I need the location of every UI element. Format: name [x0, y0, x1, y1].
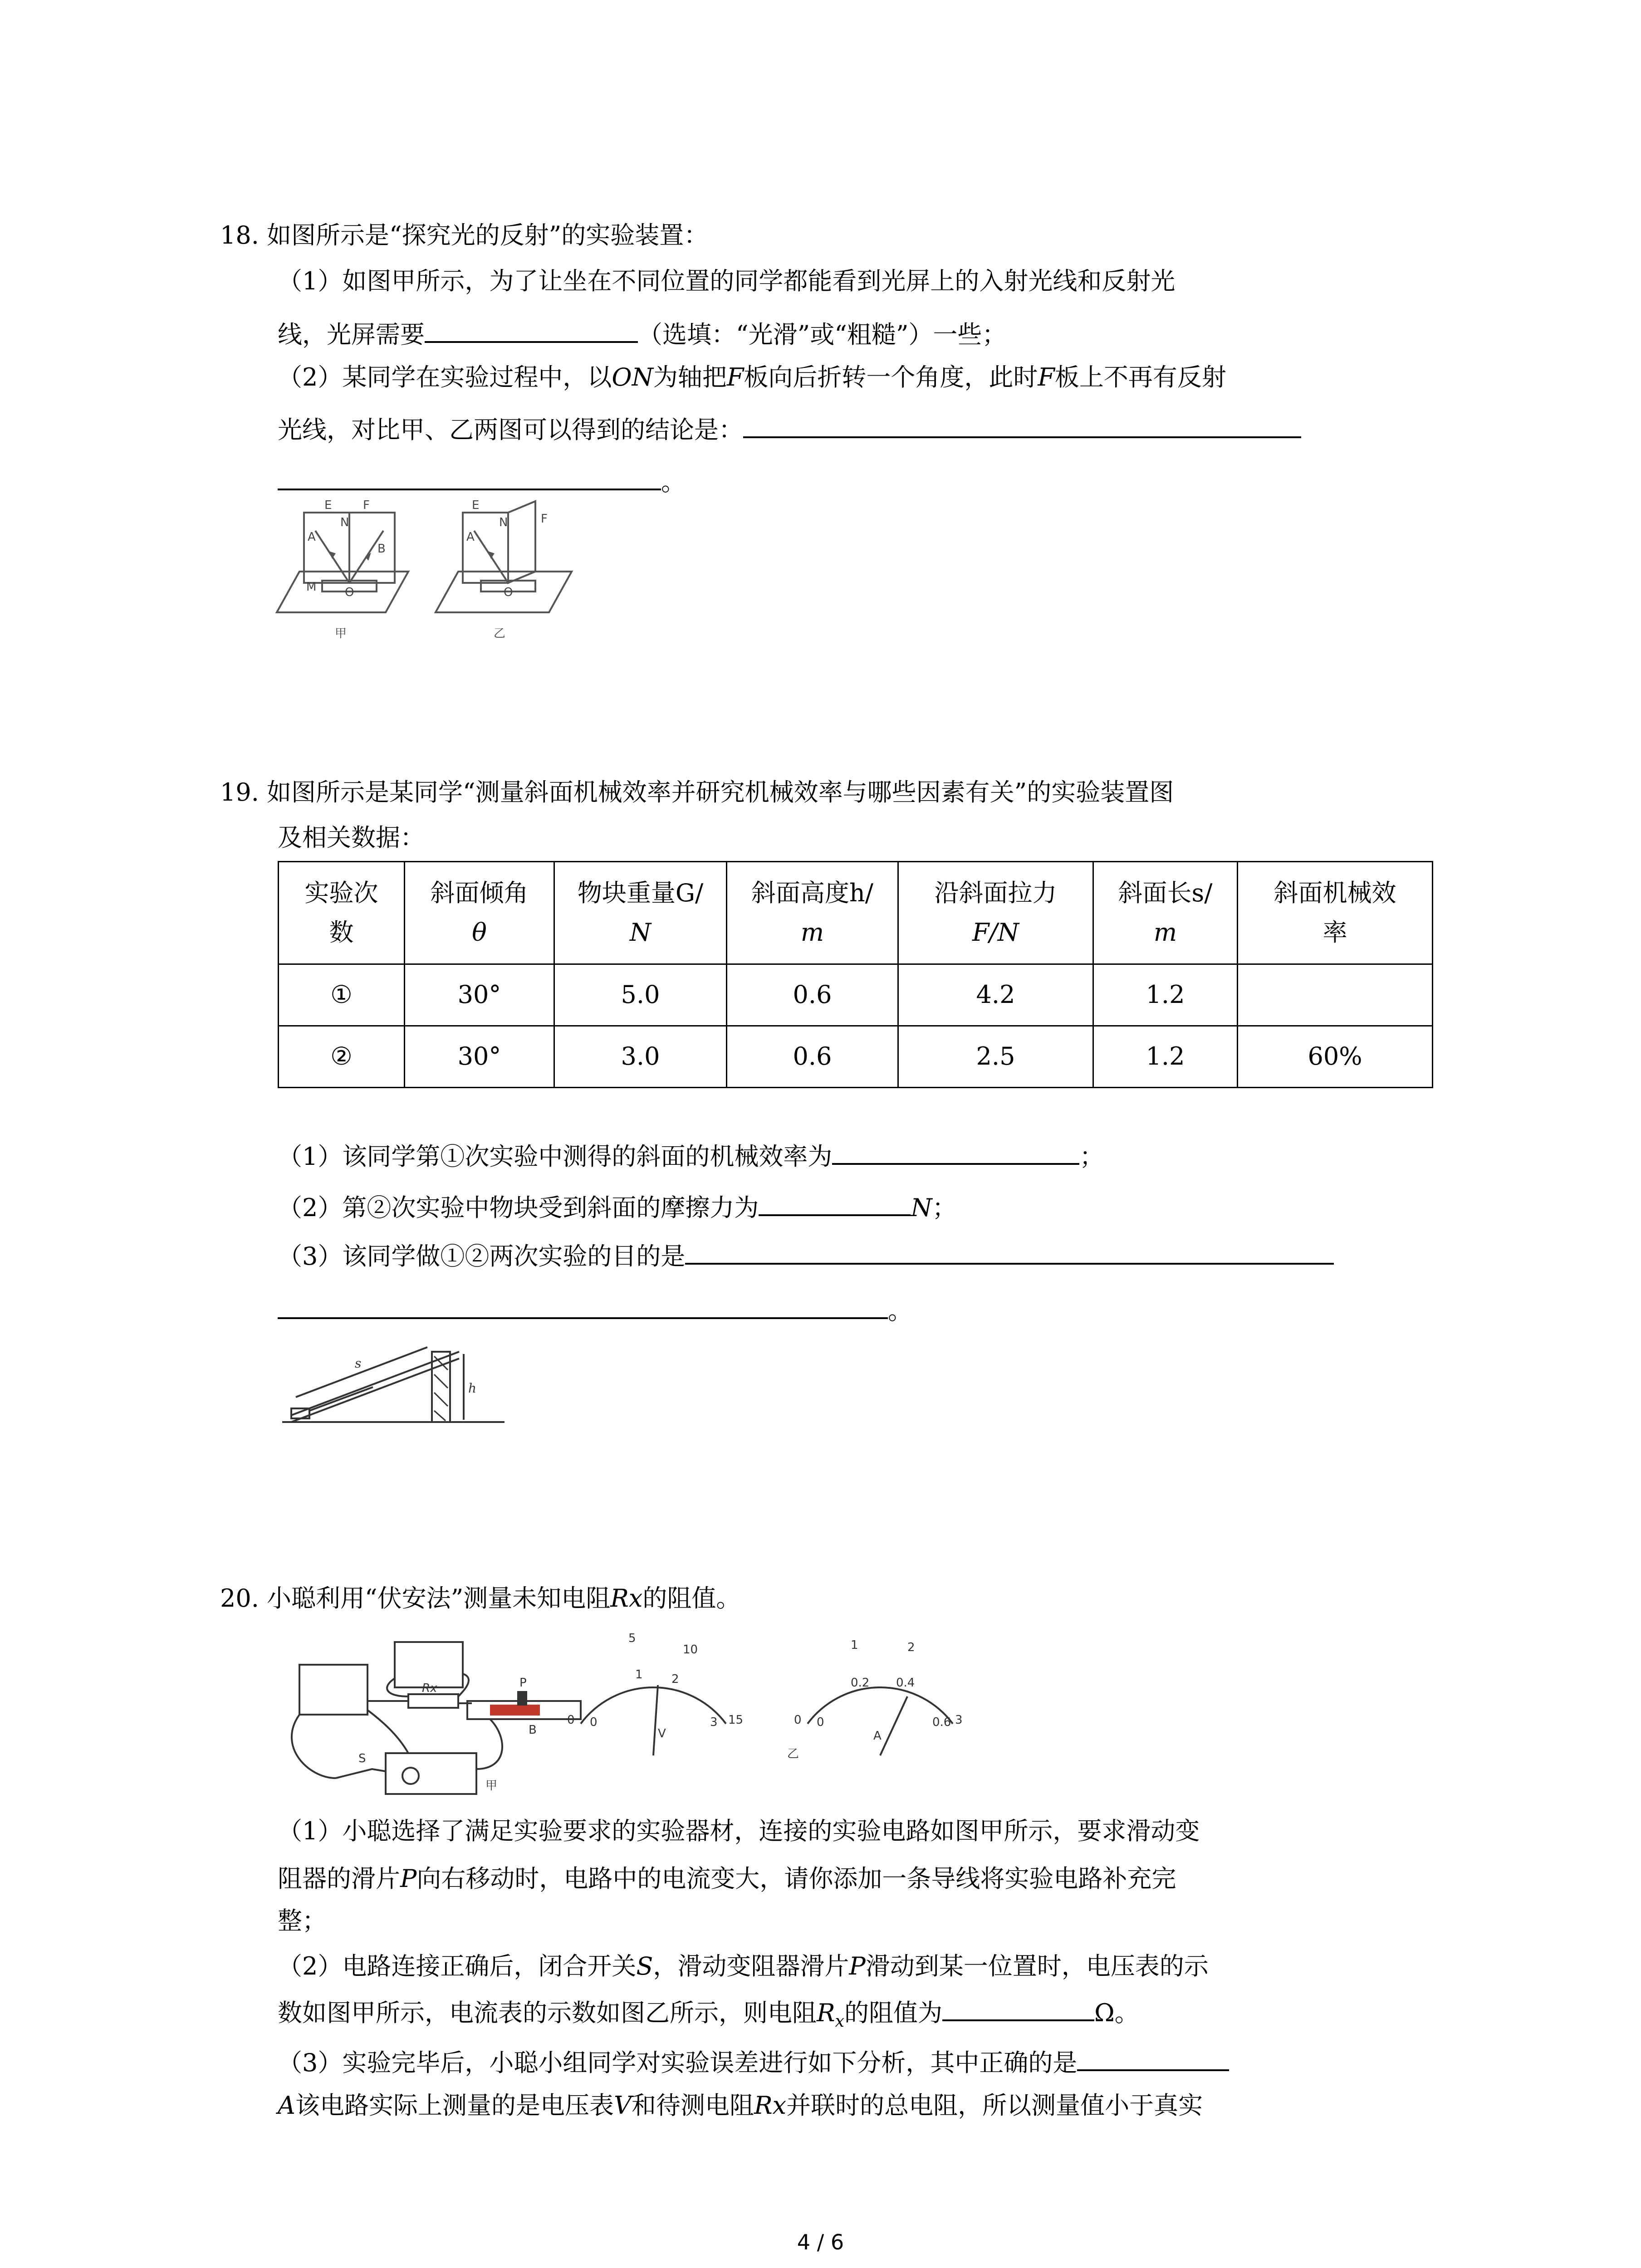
incline-underside: [291, 1359, 459, 1422]
header-cell: 斜面机械效 率: [1238, 862, 1433, 964]
v-tick-top: 10: [683, 1643, 698, 1657]
label-rx: Rx: [422, 1681, 437, 1695]
text: 为轴把: [653, 363, 727, 391]
header-cell: 斜面长s/ m: [1093, 862, 1238, 964]
rx: Rx: [610, 1584, 643, 1613]
wire: [367, 1710, 408, 1753]
board-f: F: [1038, 363, 1055, 391]
text: （3）实验完毕后，小聪小组同学对实验误差进行如下分析，其中正确的是: [278, 2048, 1078, 2077]
period: 。: [888, 1296, 912, 1325]
q19-title-line1: 19. 如图所示是某同学“测量斜面机械效率并研究机械效率与哪些因素有关”的实验装置图: [220, 778, 1174, 807]
v-letter: V: [658, 1727, 666, 1740]
q19-incline-figure: [278, 1325, 514, 1433]
option-a: A: [278, 2091, 295, 2120]
a-tick-top: 0: [794, 1713, 802, 1727]
a-tick-top: 2: [907, 1641, 915, 1654]
v-tick-bottom: 1: [635, 1668, 643, 1681]
q18-part1-line1: （1）如图甲所示，为了让坐在不同位置的同学都能看到光屏上的入射光线和反射光: [278, 267, 1176, 295]
a-tick-top: 3: [955, 1713, 963, 1727]
voltmeter-dial: [581, 1687, 726, 1724]
q18-answer-blank-3[interactable]: [278, 469, 661, 490]
caption-jia: 甲: [485, 1779, 498, 1793]
q20-answer-blank-2[interactable]: [1077, 2049, 1229, 2071]
q18-mirror-figure: [272, 499, 599, 644]
label-n: N: [340, 516, 349, 529]
period: 。: [661, 468, 686, 496]
text: ；: [932, 1193, 957, 1222]
v-tick-bottom: 2: [671, 1672, 679, 1686]
table-cell: [1238, 964, 1433, 1026]
wire-switch: [336, 1769, 386, 1778]
q18-part1-text: 线，光屏需要: [278, 320, 425, 349]
text: 板向后折转一个角度，此时: [744, 363, 1038, 391]
text: 向右移动时，电路中的电流变大，请你添加一条导线将实验电路补充完: [416, 1864, 1176, 1893]
arrow-icon: [488, 551, 495, 559]
q18-part2-line2: [278, 416, 1301, 442]
q20-part3-line2: [278, 2093, 1203, 2118]
text: 20. 小聪利用“伏安法”测量未知电阻: [220, 1584, 611, 1613]
text: 的阻值。: [642, 1584, 741, 1613]
a-tick-bottom: 0.4: [896, 1676, 915, 1690]
header-cell: 实验次 数: [279, 862, 405, 964]
v-tick-top: 0: [567, 1713, 575, 1727]
incline-surface: [291, 1352, 459, 1415]
q18-answer-blank-1[interactable]: [425, 321, 638, 343]
label-s: s: [355, 1356, 362, 1371]
q18-title: 18. 如图所示是“探究光的反射”的实验装置：: [220, 221, 709, 249]
q19-data-table: [278, 861, 1433, 1088]
text: 的阻值为: [844, 1999, 942, 2027]
q20-part3-line1: [278, 2049, 1229, 2075]
header-cell: 物块重量G/ N: [554, 862, 727, 964]
wire: [292, 1715, 336, 1778]
q18-part2-line3: [278, 469, 686, 494]
text: 板上不再有反射: [1054, 363, 1226, 391]
power-knob: [402, 1768, 419, 1784]
text: （2）电路连接正确后，闭合开关: [278, 1952, 637, 1980]
text: 并联时的总电阻，所以测量值小于真实: [786, 2091, 1203, 2120]
hatch-line: [434, 1411, 446, 1421]
table-header-row: [279, 862, 1433, 964]
table-cell: 5.0: [554, 964, 727, 1026]
label-a: A: [308, 530, 316, 544]
voltmeter-pointer: [653, 1685, 658, 1755]
ammeter-dial: [808, 1687, 953, 1724]
header-cell: 斜面高度h/ m: [727, 862, 898, 964]
table-cell: 30°: [405, 1026, 554, 1088]
ammeter-box: [299, 1665, 367, 1715]
switch-s: S: [636, 1952, 653, 1980]
label-o: O: [345, 586, 354, 599]
table-cell: 4.2: [898, 964, 1093, 1026]
caption-jia: 甲: [335, 627, 347, 640]
q20-part2-line2: [278, 1999, 1139, 2030]
table-cell: ①: [279, 964, 405, 1026]
q20-part2-line1: [278, 1954, 1209, 1979]
label-s: S: [358, 1752, 366, 1765]
page-number: 4 / 6: [797, 2230, 844, 2254]
q19-part2: [278, 1194, 957, 1220]
q18-part2-line1: [278, 365, 1226, 390]
r: R: [817, 1999, 835, 2027]
ammeter-pointer: [880, 1696, 907, 1755]
label-n: N: [499, 516, 508, 529]
table-cell: 0.6: [727, 964, 898, 1026]
label-f: F: [363, 499, 370, 512]
text: （3）该同学做①②两次实验的目的是: [278, 1242, 686, 1271]
v: V: [614, 2091, 632, 2120]
a-tick-bottom: 0: [817, 1716, 824, 1729]
label-o: O: [504, 586, 513, 599]
q18-part1-line2: [278, 321, 1006, 347]
resistor-rx: [408, 1694, 458, 1708]
table-cell: 0.6: [727, 1026, 898, 1088]
a-tick-top: 1: [851, 1638, 858, 1652]
rheostat-coil: [490, 1705, 540, 1716]
a-tick-bottom: 0.2: [851, 1676, 870, 1690]
power-supply: [386, 1753, 476, 1794]
hatch-line: [434, 1374, 448, 1388]
v-tick-top: 15: [728, 1713, 744, 1727]
label-f: F: [541, 512, 548, 526]
text: （1）该同学第①次实验中测得的斜面的机械效率为: [278, 1142, 833, 1171]
label-e: E: [324, 499, 332, 512]
x: x: [835, 2012, 844, 2031]
hatch-line: [434, 1393, 448, 1406]
label-b: B: [377, 542, 386, 556]
q19-answer-blank-2[interactable]: [759, 1194, 911, 1216]
q20-part1-line2: [278, 1864, 1176, 1893]
table-cell: ②: [279, 1026, 405, 1088]
v-tick-top: 5: [628, 1633, 636, 1645]
label-b: B: [529, 1723, 537, 1737]
slider-p: P: [400, 1864, 417, 1893]
text: 和待测电阻: [632, 2091, 754, 2120]
q19-part3: [278, 1243, 1334, 1269]
text: 数如图甲所示，电流表的示数如图乙所示，则电阻: [278, 1999, 817, 2027]
table-row: [279, 1026, 1433, 1088]
a-tick-bottom: 0.6: [932, 1716, 951, 1729]
text: 阻器的滑片: [278, 1864, 400, 1893]
text: （2）某同学在实验过程中，以: [278, 363, 612, 391]
text: 光线，对比甲、乙两图可以得到的结论是：: [278, 415, 743, 444]
q20-part1-line1: （1）小聪选择了满足实验要求的实验器材，连接的实验电路如图甲所示，要求滑动变: [278, 1817, 1200, 1845]
q19-part1: [278, 1143, 1104, 1169]
q19-part3-line2: [278, 1297, 912, 1323]
q20-circuit-figure: [272, 1633, 989, 1796]
slider-p: P: [849, 1952, 866, 1980]
unit: Ω。: [1094, 1999, 1139, 2027]
board-f: F: [726, 363, 744, 391]
text: 滑动到某一位置时，电压表的示: [865, 1952, 1209, 1980]
label-h: h: [468, 1381, 477, 1396]
axis-on: ON: [612, 363, 653, 391]
slider-p[interactable]: [517, 1691, 527, 1706]
rx: Rx: [754, 2091, 787, 2120]
text: ，滑动变阻器滑片: [653, 1952, 849, 1980]
v-tick-bottom: 3: [710, 1716, 718, 1729]
label-e: E: [472, 499, 480, 512]
unit: N: [911, 1193, 932, 1222]
q19-answer-blank-1[interactable]: [832, 1143, 1079, 1165]
label-p: P: [519, 1676, 527, 1690]
label-m: M: [306, 580, 317, 594]
text: ；: [1079, 1142, 1104, 1171]
wire: [476, 1719, 502, 1769]
table-cell: 2.5: [898, 1026, 1093, 1088]
a-letter: A: [873, 1729, 882, 1743]
header-cell: 斜面倾角 θ: [405, 862, 554, 964]
voltmeter-box: [395, 1642, 463, 1687]
table-cell: 1.2: [1093, 1026, 1238, 1088]
q18-answer-blank-2[interactable]: [743, 416, 1301, 438]
caption-yi: 乙: [787, 1747, 799, 1761]
spring-scale: [309, 1387, 373, 1411]
q19-answer-blank-3[interactable]: [685, 1243, 1334, 1265]
table-cell: 1.2: [1093, 964, 1238, 1026]
v-tick-bottom: 0: [590, 1716, 598, 1729]
text: （2）第②次实验中物块受到斜面的摩擦力为: [278, 1193, 759, 1222]
arrow-icon: [329, 551, 336, 559]
q20-answer-blank-1[interactable]: [942, 1999, 1094, 2021]
q20-title: [220, 1586, 740, 1611]
q20-part1-line3: 整；: [278, 1906, 327, 1935]
q19-title-line2: 及相关数据：: [278, 823, 425, 852]
q19-answer-blank-4[interactable]: [278, 1297, 888, 1319]
text: 该电路实际上测量的是电压表: [295, 2091, 614, 2120]
caption-yi: 乙: [494, 627, 506, 640]
table-row: [279, 964, 1433, 1026]
label-a: A: [466, 530, 475, 544]
header-cell: 沿斜面拉力 F/N: [898, 862, 1093, 964]
table-cell: 60%: [1238, 1026, 1433, 1088]
table-cell: 3.0: [554, 1026, 727, 1088]
q18-part1-choice: （选填：“光滑”或“粗糙”）一些；: [638, 320, 1007, 349]
table-cell: 30°: [405, 964, 554, 1026]
